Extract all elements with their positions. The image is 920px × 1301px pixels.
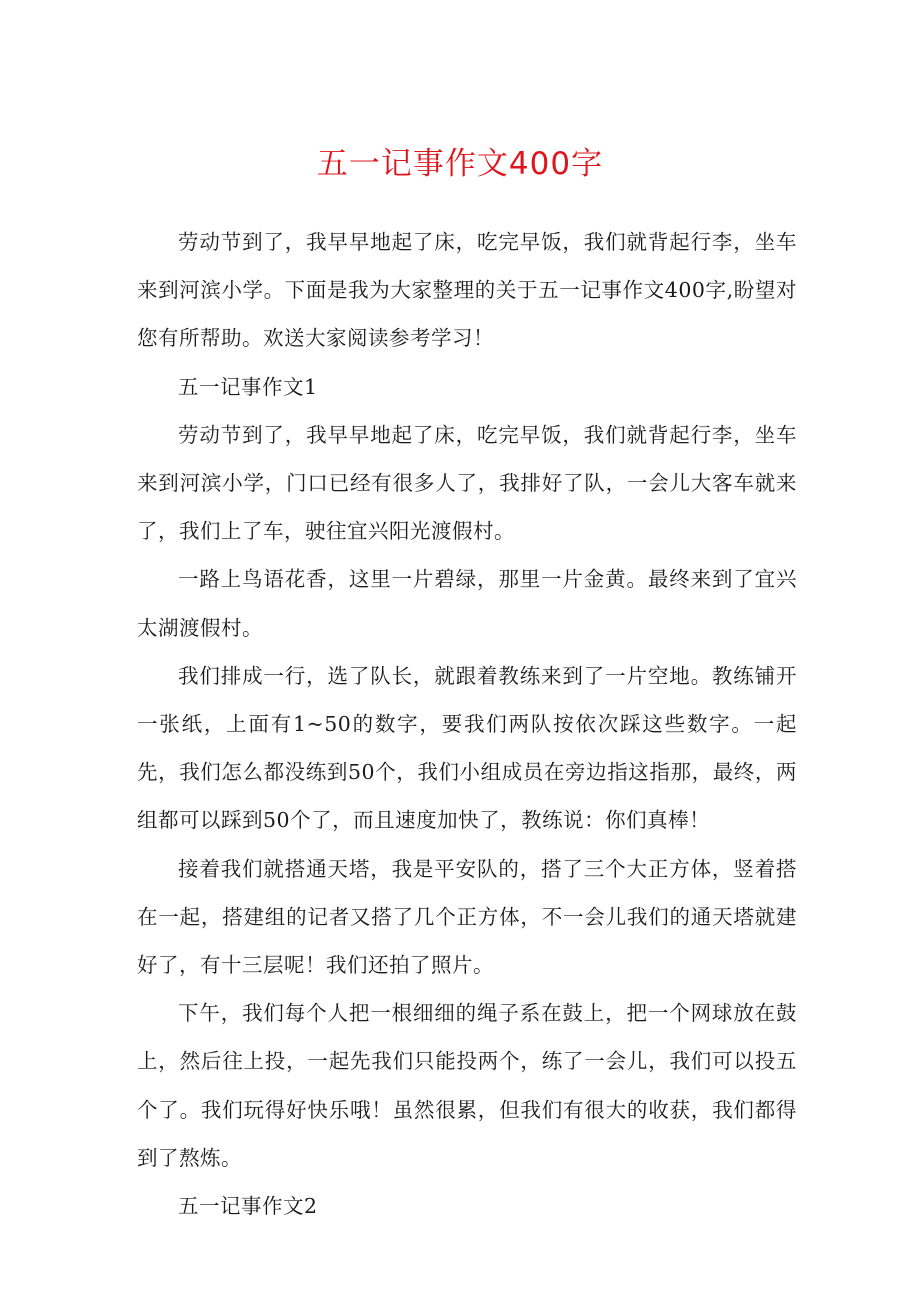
document-body [137,218,797,1230]
body-paragraph: 接着我们就搭通天塔，我是平安队的，搭了三个大正方体，竖着搭在一起，搭建组的记者又搭了几个正方体，不一会儿我们的通天塔就建好了，有十三层呢！我们还拍了照片。 [137,856,797,978]
document-title: 五一记事作文400字 [316,146,604,182]
body-paragraph: 一路上鸟语花香，这里一片碧绿，那里一片金黄。最终来到了宜兴太湖渡假村。 [137,567,797,640]
body-paragraph: 下午，我们每个人把一根细细的绳子系在鼓上，把一个网球放在鼓上，然后往上投，一起先我们只能投两个，练了一会儿，我们可以投五个了。我们玩得好快乐哦！虽然很累，但我们有很大的收获，我们都得到了熬炼。 [137,1001,797,1170]
body-paragraph: 劳动节到了，我早早地起了床，吃完早饭，我们就背起行李，坐车来到河滨小学，门口已经有很多人了，我排好了队，一会儿大客车就来了，我们上了车，驶往宜兴阳光渡假村。 [137,422,797,544]
section-heading-1: 五一记事作文1 [178,374,318,399]
intro-paragraph: 劳动节到了，我早早地起了床，吃完早饭，我们就背起行李，坐车来到河滨小学。下面是我为大家整理的关于五一记事作文400字,盼望对您有所帮助。欢送大家阅读参考学习！ [137,230,797,351]
body-paragraph: 我们排成一行，选了队长，就跟着教练来到了一片空地。教练铺开一张纸，上面有1~50的数字，要我们两队按依次踩这些数字。一起先，我们怎么都没练到50个，我们小组成员在旁边指这指那，最终，两组都可以踩到50个了，而且速度加快了，教练说：你们真棒！ [137,663,797,833]
section-heading-2: 五一记事作文2 [178,1194,318,1219]
